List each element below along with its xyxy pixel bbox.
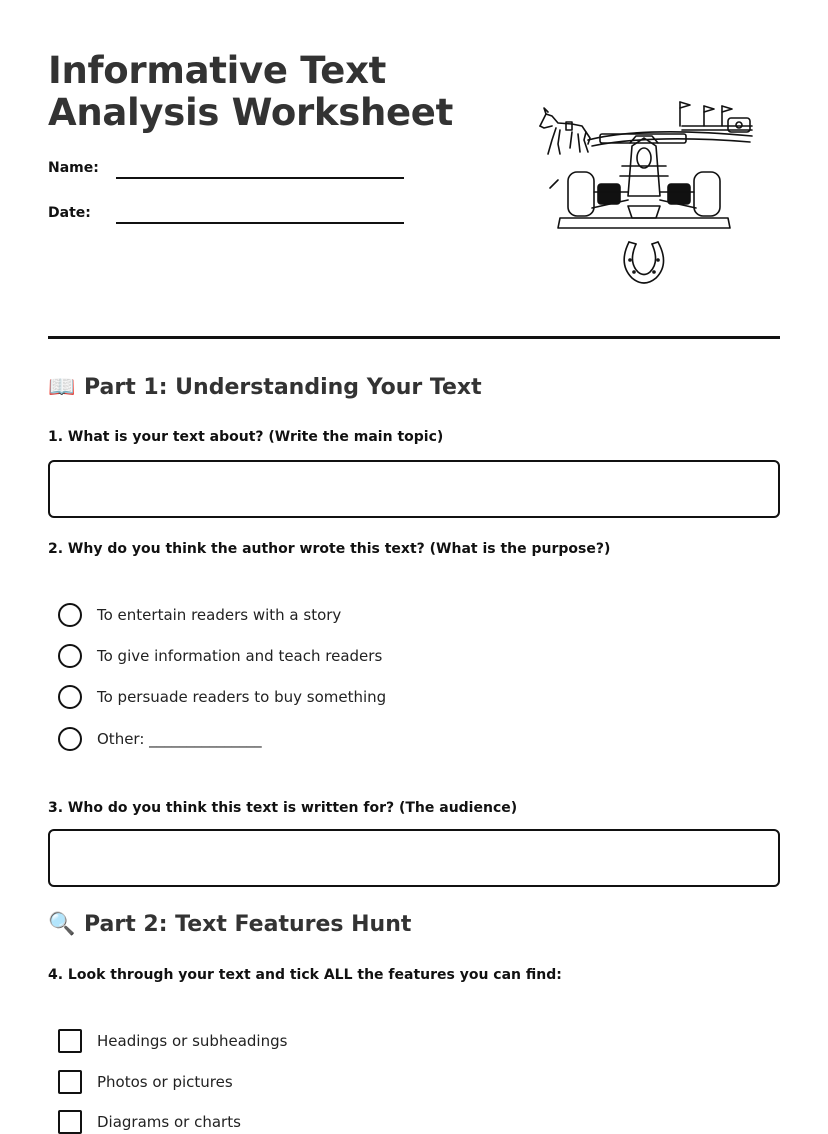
date-field-row: [48, 205, 408, 233]
race-car-illustration: [532, 96, 758, 292]
question-3: 3. Who do you think this text is written for? (The audience): [48, 800, 518, 816]
open-book-icon: 📖: [48, 375, 76, 400]
magnifying-glass-icon: 🔍: [48, 912, 76, 937]
option-label: To give information and teach readers: [97, 647, 383, 665]
topic-answer-box[interactable]: [48, 460, 780, 518]
checkbox[interactable]: [58, 1029, 82, 1053]
worksheet-title: Informative Text Analysis Worksheet: [48, 49, 453, 134]
feature-option[interactable]: [58, 1110, 241, 1134]
option-label: Other: _______________: [97, 730, 262, 748]
part2-heading: [48, 912, 411, 937]
option-label: To persuade readers to buy something: [97, 688, 387, 706]
audience-answer-box[interactable]: [48, 829, 780, 887]
race-car-icon: [550, 134, 730, 228]
checkbox[interactable]: [58, 1110, 82, 1134]
purpose-option[interactable]: [58, 685, 386, 709]
purpose-option[interactable]: [58, 727, 262, 751]
option-label: Diagrams or charts: [97, 1113, 241, 1131]
name-field-row: [48, 160, 408, 188]
option-label: To entertain readers with a story: [97, 606, 342, 624]
horse-icon: [540, 108, 590, 154]
purpose-option[interactable]: [58, 603, 341, 627]
option-label: Photos or pictures: [97, 1073, 233, 1091]
purpose-option[interactable]: [58, 644, 382, 668]
question-4: 4. Look through your text and tick ALL the features you can find:: [48, 967, 562, 983]
grandstand-icon: [588, 102, 752, 146]
part1-heading-text: Part 1: Understanding Your Text: [84, 375, 482, 400]
date-line[interactable]: [116, 222, 404, 224]
section-divider: [48, 336, 780, 339]
question-2: 2. Why do you think the author wrote this text? (What is the purpose?): [48, 541, 611, 557]
part2-heading-text: Part 2: Text Features Hunt: [84, 912, 412, 937]
radio-button[interactable]: [58, 603, 82, 627]
checkbox[interactable]: [58, 1070, 82, 1094]
radio-button[interactable]: [58, 685, 82, 709]
part1-heading: [48, 375, 482, 400]
name-label: Name:: [48, 160, 99, 176]
horseshoe-icon: [624, 242, 663, 283]
question-1: 1. What is your text about? (Write the main topic): [48, 429, 444, 445]
feature-option[interactable]: [58, 1070, 233, 1094]
option-label: Headings or subheadings: [97, 1032, 288, 1050]
radio-button[interactable]: [58, 644, 82, 668]
radio-button[interactable]: [58, 727, 82, 751]
name-line[interactable]: [116, 177, 404, 179]
feature-option[interactable]: [58, 1029, 287, 1053]
date-label: Date:: [48, 205, 91, 221]
